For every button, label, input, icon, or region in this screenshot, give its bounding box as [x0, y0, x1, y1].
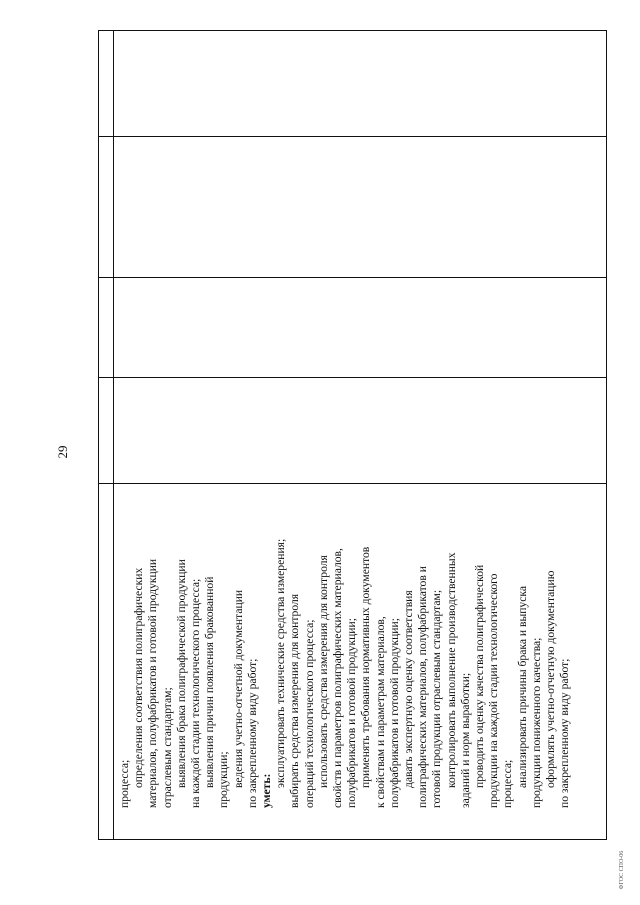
text-line: проводить оценку качества полиграфической	[473, 564, 487, 788]
text-line: операций технологического процесса;	[302, 619, 316, 808]
text-line: отраслевым стандартам;	[160, 687, 174, 808]
text-line: продукции пониженного качества;	[529, 637, 543, 808]
text-line: продукции;	[217, 751, 231, 808]
text-line: контролировать выполнение производственных	[444, 552, 458, 788]
text-line: давать экспертную оценку соответствия	[402, 590, 416, 788]
text-line: полуфабрикатов и готовой продукции;	[345, 618, 359, 808]
text-line: использовать средства измерения для контроля	[316, 555, 330, 788]
text-line: готовой продукции отраслевым стандартам;	[430, 589, 444, 808]
text-line: оформлять учетно-отчетную документацию	[544, 570, 558, 788]
page-number: 29	[55, 445, 70, 459]
text-line: выбирать средства измерения для контроля	[288, 593, 302, 808]
text-line: анализировать причины брака и выпуска	[515, 586, 529, 788]
text-line: к свойствам и параметрам материалов,	[373, 616, 387, 808]
text-line: заданий и норм выработки;	[458, 672, 472, 808]
text-line: применять требования нормативных документов	[359, 546, 373, 788]
text-line: ведения учетно-отчетной документации	[231, 589, 245, 788]
text-line: полиграфических материалов, полуфабрикатов и	[416, 566, 430, 808]
text-line: продукции на каждой стадии технологического	[487, 573, 501, 808]
text-line: уметь:	[260, 773, 274, 808]
text-line: на каждой стадии технологического процесса;	[189, 578, 203, 808]
text-line: выявления причин появления бракованной	[203, 576, 217, 788]
competency-text	[114, 4, 584, 814]
text-line: материалов, полуфабрикатов и готовой продукции	[146, 558, 160, 808]
text-line: процесса;	[118, 759, 131, 808]
text-line: по закрепленному виду работ;	[245, 658, 259, 808]
text-line: выявления брака полиграфической продукции	[174, 559, 188, 788]
footer-code: ФГОС СПО-06	[619, 850, 625, 890]
table-column-code	[99, 31, 113, 839]
text-line: определения соответствия полиграфических	[132, 567, 146, 788]
text-line: полуфабрикатов и готовой продукции;	[387, 618, 401, 808]
text-line: свойств и параметров полиграфических материалов,	[331, 548, 345, 808]
text-line: по закрепленному виду работ;	[558, 658, 572, 808]
text-line: процесса;	[501, 759, 515, 808]
text-line: эксплуатировать технические средства измерения;	[274, 538, 288, 788]
